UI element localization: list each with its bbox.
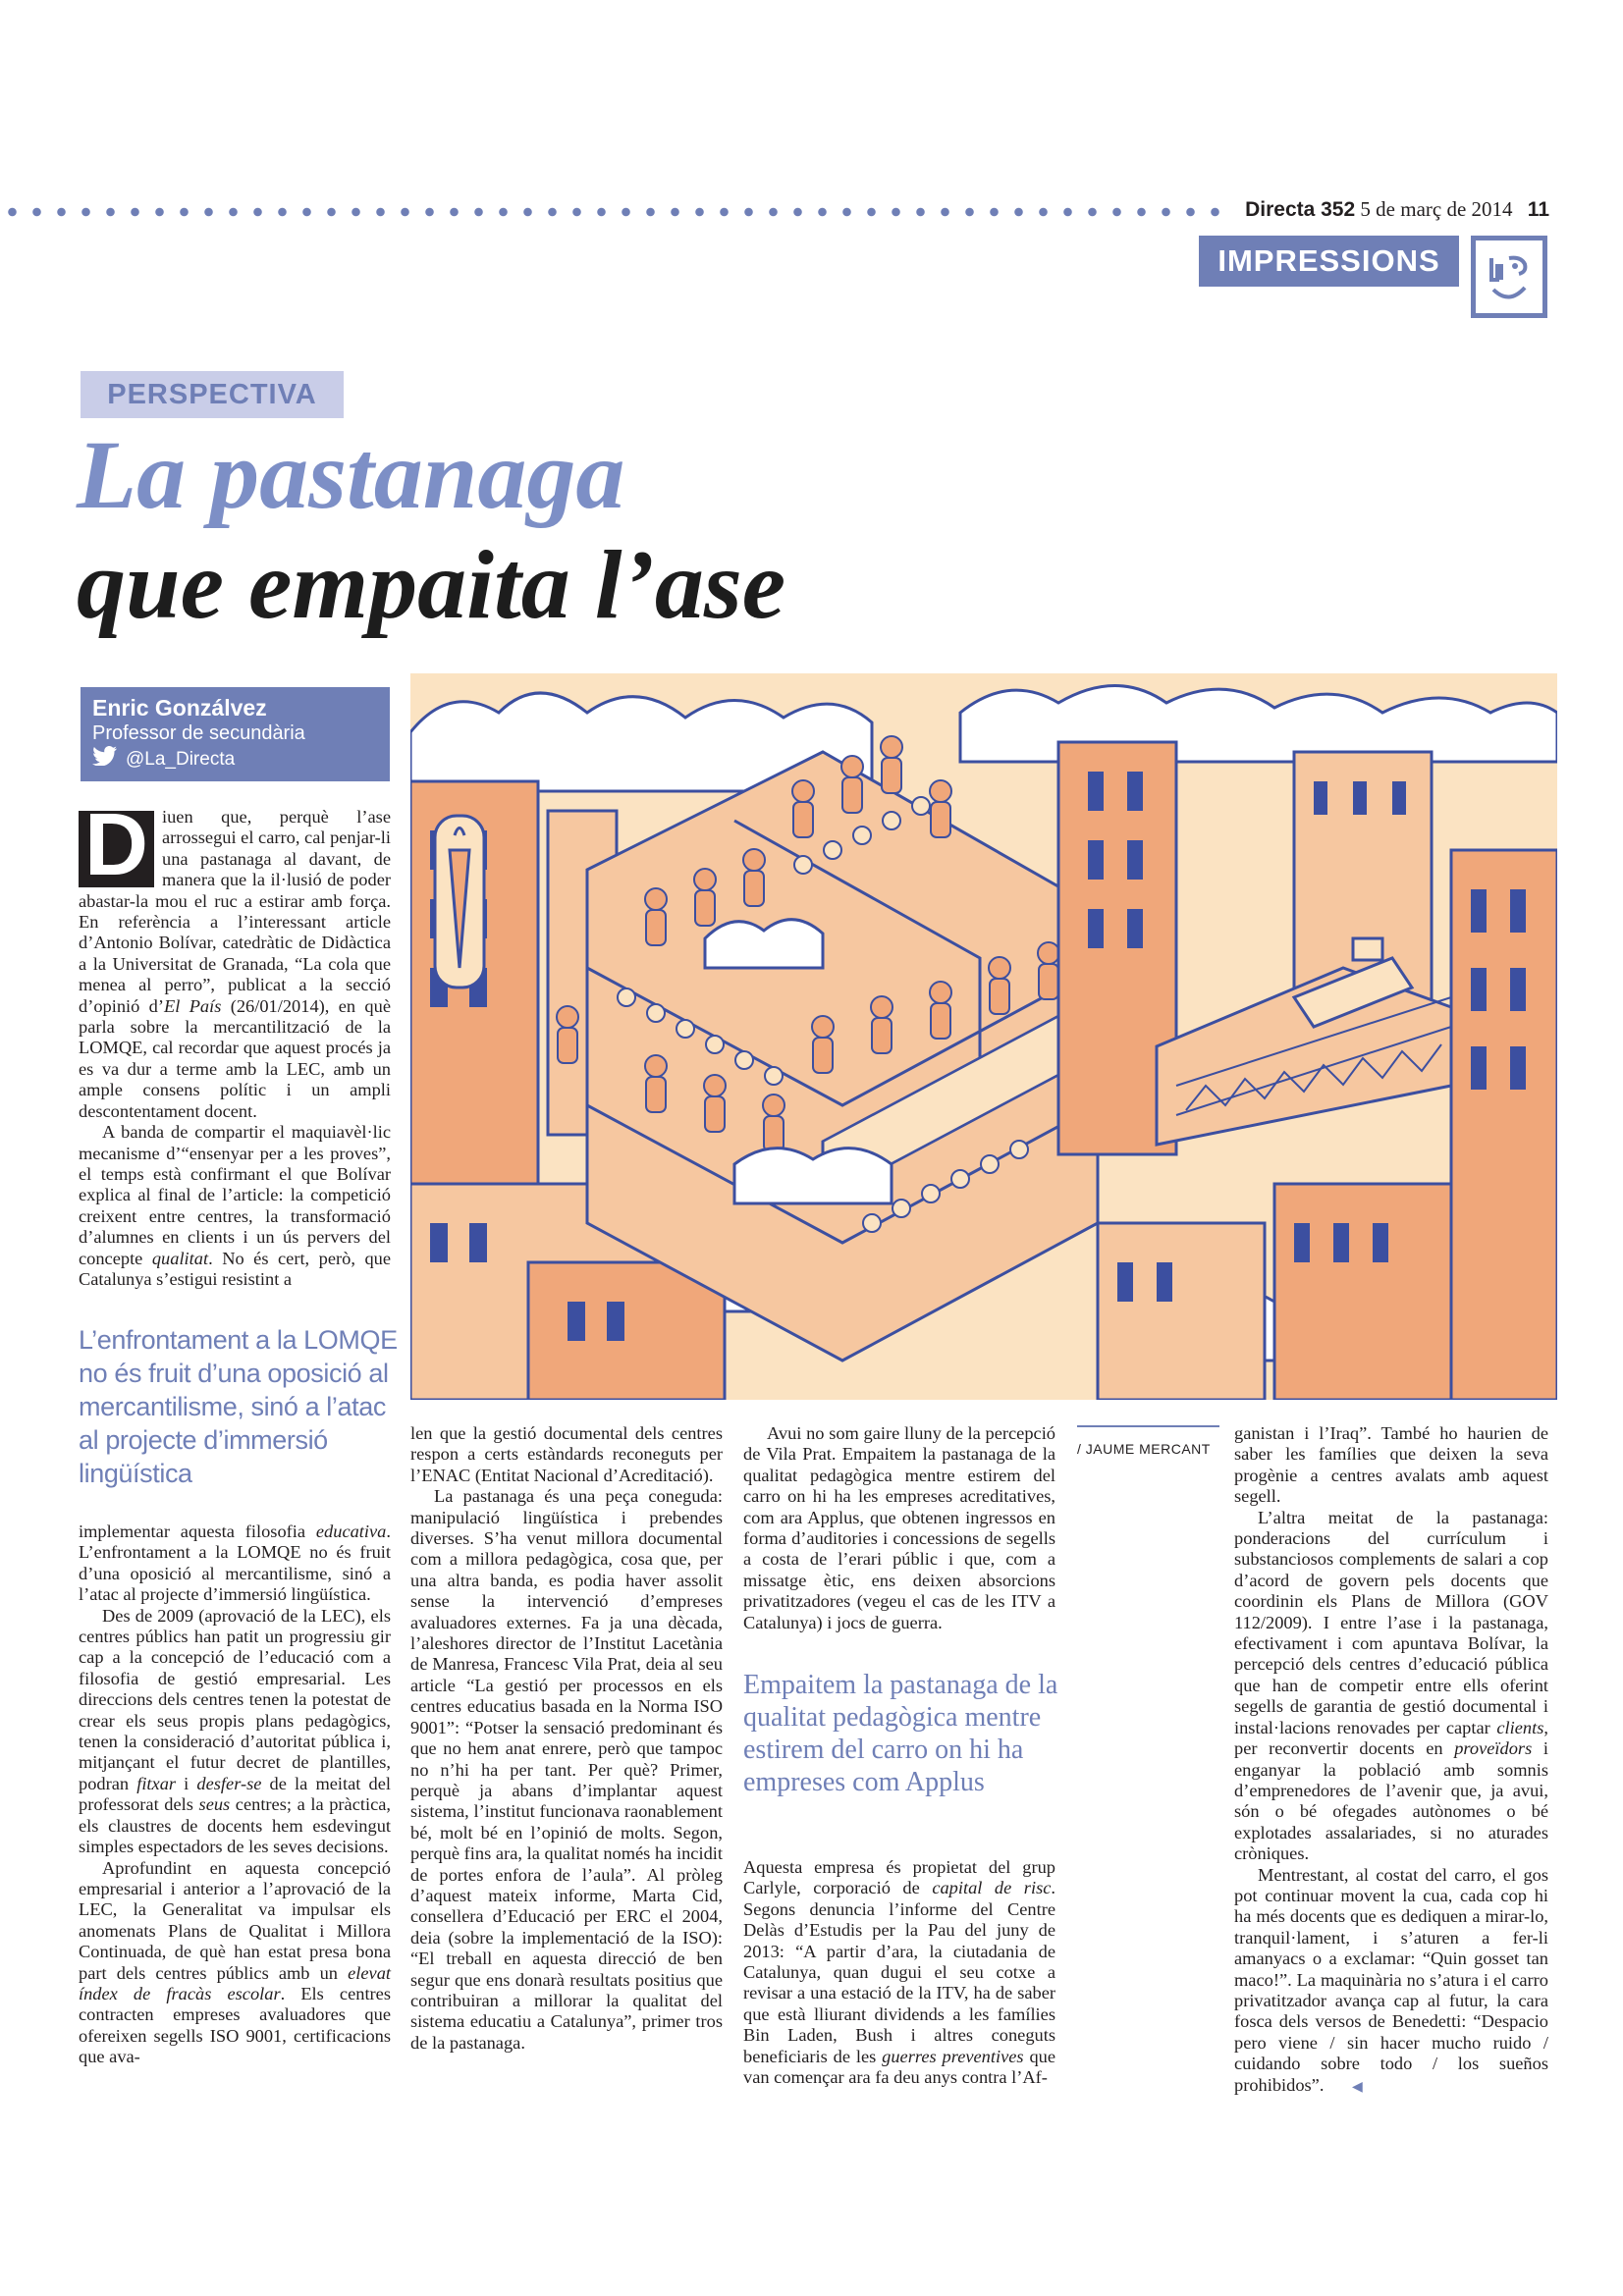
paragraph: Aprofundint en aquesta concepció empresarial i anterior a l’aprovació de la LEC, la Generalitat va impulsar els anomenats Plans de Qualitat i Millora Continuada, de què han estat presa bona part dels centres públics amb un elevat índex de fracàs escolar. Els centres contracten empreses avaluadores que ofereixen segells ISO 9001, certificacions que ava- — [79, 1857, 392, 2067]
author-box — [81, 687, 390, 781]
dropcap: D — [79, 811, 154, 887]
paragraph: Mentrestant, al costat del carro, el gos pot continuar movent la cua, cada cop hi ha més docents que es dediquen a mirar-lo, tranquil·lament, i s’aturen a fer-li amanyacs o a exclamar: “Quin gosset tan maco!”. La maquinària no s’atura i el carro privatitzador avança cap al futur, la cara fosca dels versos de Benedetti: “Despacio pero viene / sin hacer mucho ruido / cuidando sobre todo / los sueños prohibidos”. ◀ — [1234, 1865, 1548, 2098]
article-kicker: PERSPECTIVA — [81, 371, 344, 418]
article-illustration — [410, 673, 1557, 1400]
section-label: IMPRESSIONS — [1199, 236, 1459, 287]
pullquote-1: L’enfrontament a la LOMQE no és fruit d’una oposició al mercantilisme, sinó a l’atac al projecte d’immersió lingüística — [79, 1325, 398, 1488]
twitter-bird-icon — [92, 746, 118, 774]
paragraph: L’altra meitat de la pastanaga: ponderacions del currículum i substanciosos complements de salari a cop d’acord de govern pels docents que coordinin els Plans de Millora (GOV 112/2009). I entre l’ase i la pastanaga, efectivament i com apuntava Bolívar, la percepció dels centres d’educació pública que han de competir entre ells oferint segells de garantia de gestió documental i instal·lacions renovades per captar clients, per reconvertir docents en proveïdors i enganyar la població amb somnis d’emprenedores de l’avenir que, ja avui, són o bé ofegades autònomes o bé explotades assalariades, si no aturades cròniques. — [1234, 1507, 1548, 1864]
author-name: Enric Gonzálvez — [92, 695, 267, 721]
page-header-info — [1245, 197, 1549, 222]
paragraph: ganistan i l’Iraq”. També ho haurien de saber les famílies que deixen la seva progènie a centres avalats amb aquest segell. — [1234, 1423, 1548, 1507]
headline-line-2: que empaita l’ase — [77, 530, 786, 639]
paragraph: A banda de compartir el maquiavèl·lic mecanisme d’“ensenyar per a les proves”, el temps està confirmant el que Bolívar explica al final de l’article: la competició creixent entre centres, la transformació d’alumnes en clients i un ús pervers del concepte qualitat. No és cert, però, que Catalunya s’estigui resistint a — [79, 1122, 391, 1289]
author-role: Professor de secundària — [92, 722, 305, 744]
author-twitter — [92, 746, 378, 774]
publication-name: Directa 352 — [1245, 198, 1356, 221]
headline-line-1: La pastanaga — [77, 420, 625, 529]
paragraph: La pastanaga és una peça coneguda: manipulació lingüística i prebendes diverses. S’ha venut millora documental com a millora pedagògica, cosa que, per una altra banda, es podia haver assolit sense la intervenció d’empreses avaluadores externes. Fa ja una dècada, l’aleshores director de l’Institut Lacetània de Manresa, Francesc Vila Prat, deia al seu article “La gestió per processos en els centres educatius basada en la Norma ISO 9001”: “Potser la sensació predominant és que no hem anat enrere, però que tampoc no n’hi ha per tant. Per què? Primer, perquè ja abans d’implantar aquest sistema, l’institut funcionava raonablement bé, molt bé en l’opinió de molts. Segon, perquè fins ara, la qualitat només ha incidit de portes enfora de l’aula”. Al pròleg d’aquest mateix informe, Marta Cid, consellera d’Educació per ERC el 2004, deia (sobre la implementació de la ISO): “El treball en aquesta direcció de ben segur que ens donarà resultats positius que contribuiran a millorar la qualitat del sistema educatiu a Catalunya”, primer tros de la pastanaga. — [410, 1486, 723, 2053]
paragraph: D iuen que, perquè l’ase arrossegui el carro, cal penjar-li una pastanaga al davant, de manera que la il·lusió de poder abastar-la mou el ruc a estirar amb força. En referència a l’interessant article d’Antonio Bolívar, catedràtic de Didàctica a la Universitat de Granada, “La cola que menea al perro”, publicat a la secció d’opinió d’El País (26/01/2014), en què parla sobre la mercantilització de la LOMQE, cal recordar que aquest procés ja es va dur a terme amb la LEC, amb un ample consens polític i un ampli descontentament docent. — [79, 796, 391, 1121]
body-column-4 — [1234, 1423, 1548, 2098]
credit-rule — [1077, 1425, 1219, 1427]
illustration-credit: / JAUME MERCANT — [1077, 1441, 1211, 1457]
paragraph: Avui no som gaire lluny de la percepció de Vila Prat. Empaitem la pastanaga de la qualitat pedagògica mentre estirem del carro on hi ha les empreses acreditatives, com ara Applus, que obtenen ingressos en forma d’auditories i concessions de segells a costa de l’erari públic i que, com a missatge ètic, ens deixen absorcions privatitzadores (vegeu el cas de les ITV a Catalunya) i jocs de guerra. — [743, 1423, 1055, 1632]
body-column-3a — [743, 1423, 1055, 1633]
body-column-2 — [410, 1423, 723, 2054]
body-column-1a — [79, 796, 391, 1290]
paragraph: implementar aquesta filosofia educativa. L’enfrontament a la LOMQE no és fruit d’una oposició al mercantilisme, sinó a l’atac al projecte d’immersió lingüística. — [79, 1522, 391, 1605]
paragraph: len que la gestió documental dels centres respon a certs estàndards reconeguts per l’ENAC (Entitat Nacional d’Acreditació). — [410, 1423, 723, 1485]
body-column-3b — [743, 1857, 1055, 2088]
twitter-handle: @La_Directa — [126, 749, 236, 770]
header-dotted-rule — [0, 206, 1232, 218]
end-mark-icon: ◀ — [1352, 2079, 1363, 2095]
paragraph: Des de 2009 (aprovació de la LEC), els centres públics han patit un progressiu gir cap a la concepció de l’educació com a filosofia de gestió empresarial. Les direccions dels centres tenen la potestat de crear els seus propis plans pedagògics, tenen la consideració d’autoritat pública i, mitjançant el futur decret de plantilles, podran fitxar i desfer-se de la meitat del professorat dels seus centres; a la pràctica, els claustres de docents hem esdevingut simples espectadors de les seves decisions. — [79, 1605, 391, 1857]
pullquote-2: Empaitem la pastanaga de la qualitat pedagògica mentre estirem del carro on hi ha empreses com Applus — [743, 1670, 1058, 1797]
face-icon — [1471, 236, 1547, 318]
page-number: 11 — [1527, 198, 1549, 221]
issue-date: 5 de març de 2014 — [1360, 197, 1513, 221]
body-column-1b — [79, 1522, 391, 2068]
paragraph: Aquesta empresa és propietat del grup Carlyle, corporació de capital de risc. Segons denuncia l’informe del Centre Delàs d’Estudis per la Pau del juny de 2013: “A partir d’ara, la ciutadania de Catalunya, quan dugui el seu cotxe a revisar a una estació de la ITV, ha de saber que està lliurant dividends a les famílies Bin Laden, Bush i altres coneguts beneficiaris de les guerres preventives que van començar ara fa deu anys contra l’Af- — [743, 1857, 1056, 2088]
